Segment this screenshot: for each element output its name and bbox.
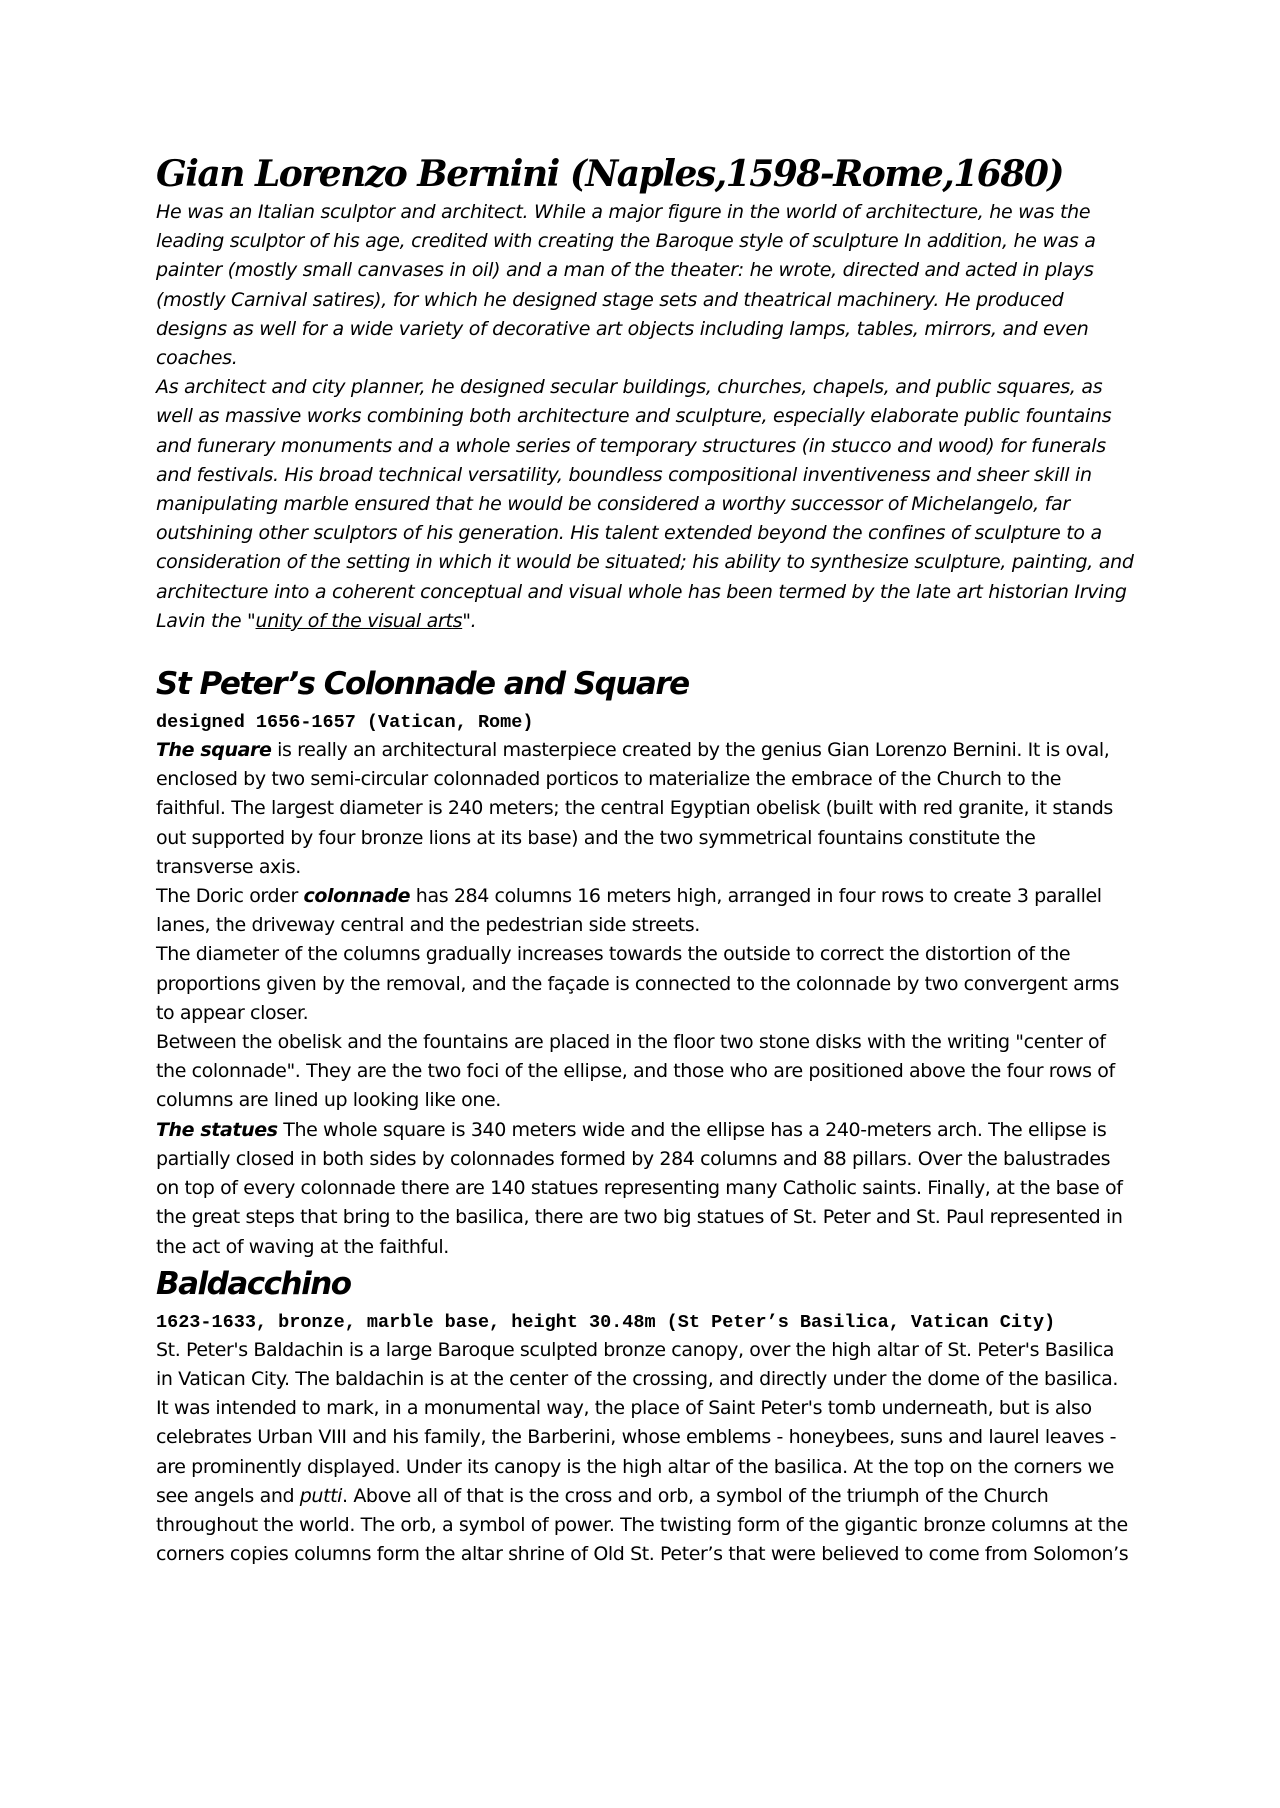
- colonnade-paragraph-2-end: has 284 columns 16 meters high, arranged in four rows to create 3 parallel lanes, the driveway central and the pedestrian side streets.: [156, 885, 1102, 937]
- colonnade-paragraph-1-text: is really an architectural masterpiece created by the genius Gian Lorenzo Bernini. It is oval, enclosed by two semi-circular colonnaded porticos to materialize the embrace of the Church to the faithful. The largest diameter is 240 meters; the central Egyptian obelisk (built with red granite, it stands out supported by four bronze lions at its base) and the two symmetrical fountains constitute the transverse axis.: [156, 739, 1113, 878]
- square-lead: The square: [156, 739, 272, 762]
- bernini-paragraph-2: [156, 373, 1134, 636]
- colonnade-paragraph-5: [156, 1116, 1134, 1262]
- colonnade-section: [156, 662, 1134, 1262]
- section-spacer: [156, 636, 1134, 662]
- colonnade-paragraph-5-text: The whole square is 340 meters wide and the ellipse has a 240-meters arch. The ellipse is partially closed in both sides by colonnades formed by 284 columns and 88 pillars. Over the balustrades on top of every colonnade there are 140 statues representing many Catholic saints. Finally, at the base of the great steps that bring to the basilica, there are two big statues of St. Peter and St. Paul represented in the act of waving at the faithful.: [156, 1118, 1123, 1258]
- baldacchino-meta: 1623-1633, bronze, marble base, height 30.48m (St Peter’s Basilica, Vatican City): [156, 1311, 1056, 1333]
- bernini-title: Gian Lorenzo Bernini (Naples,1598-Rome,1680): [156, 153, 1063, 195]
- colonnade-paragraph-2-start: The Doric order: [156, 885, 304, 908]
- document-page: [156, 150, 1134, 1569]
- baldacchino-paragraph-1-start: St. Peter's Baldachin is a large Baroque sculpted bronze canopy, over the high altar of St. Peter's Basilica in Vatican City. The baldachin is at the center of the crossing, and directly under the dome of the basilica. It was intended to mark, in a monumental way, the place of Saint Peter's tomb underneath, but is also celebrates Urban VIII and his family, the Barberini, whose emblems - honeybees, suns and laurel leaves - are prominently displayed. Under its canopy is the high altar of the basilica. At the top on the corners we see angels and: [156, 1338, 1119, 1507]
- colonnade-paragraph-4: Between the obelisk and the fountains are placed in the floor two stone disks with the writing "center of the colonnade". They are the two foci of the ellipse, and those who are positioned above the four rows of columns are lined up looking like one.: [156, 1031, 1115, 1112]
- colonnade-lead: colonnade: [303, 885, 411, 908]
- bernini-paragraph-2-text: As architect and city planner, he designed secular buildings, churches, chapels, and public squares, as well as massive works combining both architecture and sculpture, especially elaborate public fountains and funerary monuments and a whole series of temporary structures (in stucco and wood) for funerals and festivals. His broad technical versatility, boundless compositional inventiveness and sheer skill in manipulating marble ensured that he would be considered a worthy successor of Michelangelo, far outshining other sculptors of his generation. His talent extended beyond the confines of sculpture to a consideration of the setting in which it would be situated; his ability to synthesize sculpture, painting, and architecture into a coherent conceptual and visual whole has been termed by the late art historian Irving Lavin the ": [156, 376, 1134, 632]
- baldacchino-title: Baldacchino: [156, 1265, 351, 1302]
- statues-lead: The statues: [156, 1118, 278, 1141]
- bernini-paragraph-2-end: ".: [462, 609, 477, 632]
- baldacchino-paragraph-1-end: . Above all of that is the cross and orb, a symbol of the triumph of the Church throughout the world. The orb, a symbol of power. The twisting form of the gigantic bronze columns at the corners copies columns form the altar shrine of Old St. Peter’s that were believed to come from Solomon’s: [156, 1484, 1129, 1566]
- colonnade-paragraph-2: [156, 882, 1134, 940]
- bernini-section: [156, 150, 1134, 636]
- colonnade-paragraph-3: The diameter of the columns gradually increases towards the outside to correct the distortion of the proportions given by the removal, and the façade is connected to the colonnade by two convergent arms to appear closer.: [156, 943, 1120, 1024]
- baldacchino-paragraph-1: [156, 1336, 1134, 1570]
- colonnade-title: St Peter’s Colonnade and Square: [156, 666, 689, 703]
- bernini-paragraph-1: He was an Italian sculptor and architect. While a major figure in the world of architecture, he was the leading sculptor of his age, credited with creating the Baroque style of sculpture In addition, he was a painter (mostly small canvases in oil) and a man of the theater: he wrote, directed and acted in plays (mostly Carnival satires), for which he designed stage sets and theatrical machinery. He produced designs as well for a wide variety of decorative art objects including lamps, tables, mirrors, and even coaches.: [156, 201, 1096, 370]
- putti-term: putti: [299, 1484, 343, 1507]
- unity-of-visual-arts-link[interactable]: unity of the visual arts: [255, 609, 463, 632]
- colonnade-paragraph-1: [156, 736, 1134, 882]
- colonnade-meta: designed 1656-1657 (Vatican, Rome): [156, 712, 534, 734]
- baldacchino-section: [156, 1262, 1134, 1570]
